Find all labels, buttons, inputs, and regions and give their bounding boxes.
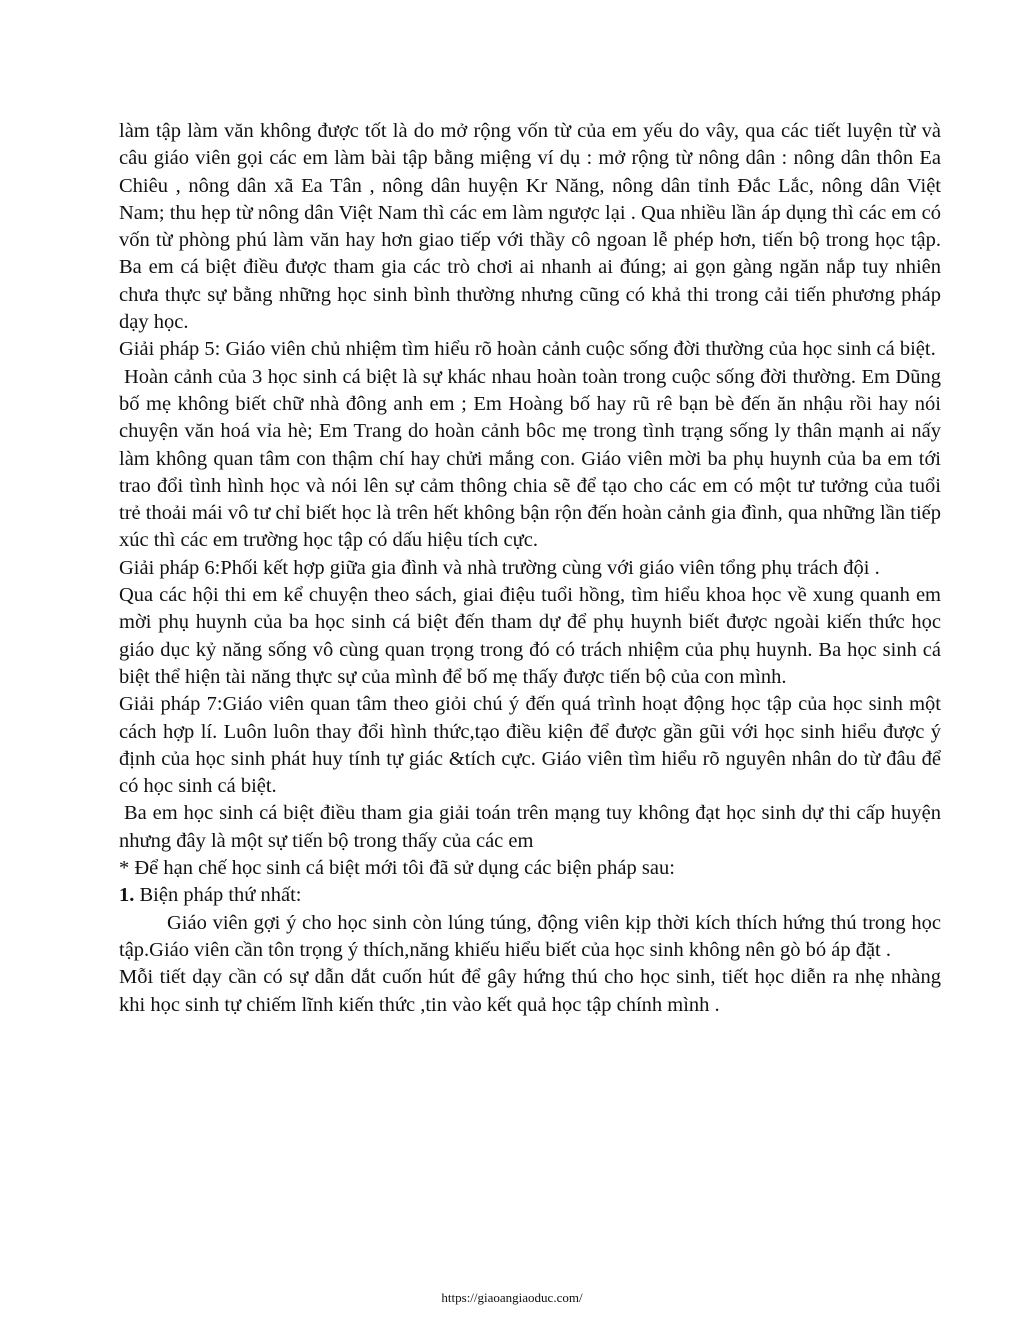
measure-1-title: Biện pháp thứ nhất: — [134, 884, 302, 907]
paragraph-lesson-guidance: Mỗi tiết dạy cần có sự dẫn dắt cuốn hút để gây hứng thú cho học sinh, tiết học diễn ra nhẹ nhàng khi học sinh tự chiếm lĩnh kiến thức ,tin vào kết quả học tập chính mình . — [119, 966, 941, 1016]
measure-1-heading — [119, 882, 941, 909]
paragraph-online-math: Ba em học sinh cá biệt điều tham gia giải toán trên mạng tuy không đạt học sinh dự thi cấp huyện nhưng đây là một sự tiến bộ trong thấy của các em — [119, 802, 941, 852]
paragraph-contests: Qua các hội thi em kể chuyện theo sách, giai điệu tuổi hồng, tìm hiểu khoa học về xung quanh em mời phụ huynh của ba học sinh cá biệt đến tham dự để phụ huynh biết được ngoài kiến thức học giáo dục kỷ năng sống vô cùng quan trọng trong đó có trách nhiệm của phụ huynh. Ba học sinh cá biệt thể hiện tài năng thực sự của mình để bố mẹ thấy được tiến bộ của con mình. — [119, 584, 941, 688]
paragraph-student-circumstances: Hoàn cảnh của 3 học sinh cá biệt là sự khác nhau hoàn toàn trong cuộc sống đời thường. Em Dũng bố mẹ không biết chữ nhà đông anh em ; Em Hoàng bố hay rũ rê bạn bè đến ăn nhậu rồi hay nói chuyện văn hoá vỉa hè; Em Trang do hoàn cảnh bôc mẹ trong tình trạng sống ly thân mạnh ai nấy làm không quan tâm con thậm chí hay chửi mắng con. Giáo viên mời ba phụ huynh của ba em tới trao đổi tình hình học và nói lên sự cảm thông chia sẽ để tạo cho các em có một tư tưởng của tuổi trẻ thoải mái vô tư chỉ biết học là trên hết không bận rộn đến hoàn cảnh gia đình, qua những lần tiếp xúc thì các em trường học tập có dấu hiệu tích cực. — [119, 365, 941, 552]
paragraph-solution-7: Giải pháp 7:Giáo viên quan tâm theo giỏi chú ý đến quá trình hoạt động học tập của học sinh một cách hợp lí. Luôn luôn thay đổi hình thức,tạo điều kiện để được gần gũi với học sinh hiểu được ý định của học sinh phát huy tính tự giác &tích cực. Giáo viên tìm hiểu rõ nguyên nhân do từ đâu để có học sinh cá biệt. — [119, 693, 941, 798]
paragraph-solution-5-heading: Giải pháp 5: Giáo viên chủ nhiệm tìm hiểu rõ hoàn cảnh cuộc sống đời thường của học sinh cá biệt. — [119, 338, 936, 361]
paragraph-teacher-suggestions: Giáo viên gợi ý cho học sinh còn lúng túng, động viên kịp thời kích thích hứng thú trong học tập.Giáo viên cần tôn trọng ý thích,năng khiếu hiểu biết của học sinh không nên gò bó áp đặt . — [119, 911, 941, 961]
paragraph-measures-intro: * Để hạn chế học sinh cá biệt mới tôi đã sử dụng các biện pháp sau: — [119, 857, 675, 880]
paragraph-vocabulary-practice: làm tập làm văn không được tốt là do mở rộng vốn từ của em yếu do vây, qua các tiết luyện từ và câu giáo viên gọi các em làm bài tập bằng miệng ví dụ : mở rộng từ nông dân : nông dân thôn Ea Chiêu , nông dân xã Ea Tân , nông dân huyện Kr Năng, nông dân tỉnh Đắc Lắc, nông dân Việt Nam; thu hẹp từ nông dân Việt Nam thì các em làm ngược lại . Qua nhiều lần áp dụng thì các em có vốn từ phòng phú làm văn hay hơn giao tiếp với thầy cô ngoan lễ phép hơn, tiến bộ trong học tập. Ba em cá biệt điều được tham gia các trò chơi ai nhanh ai đúng; ai gọn gàng ngăn nắp tuy nhiên chưa thực sự bằng những học sinh bình thường nhưng cũng có khả thi trong cải tiến phương pháp dạy học. — [119, 120, 941, 334]
footer-url: https://giaoangiaoduc.com/ — [441, 1290, 583, 1305]
measure-1-number: 1. — [119, 884, 135, 907]
document-body — [119, 118, 941, 1019]
paragraph-solution-6-heading: Giải pháp 6:Phối kết hợp giữa gia đình và nhà trường cùng với giáo viên tổng phụ trách đội . — [119, 556, 880, 579]
